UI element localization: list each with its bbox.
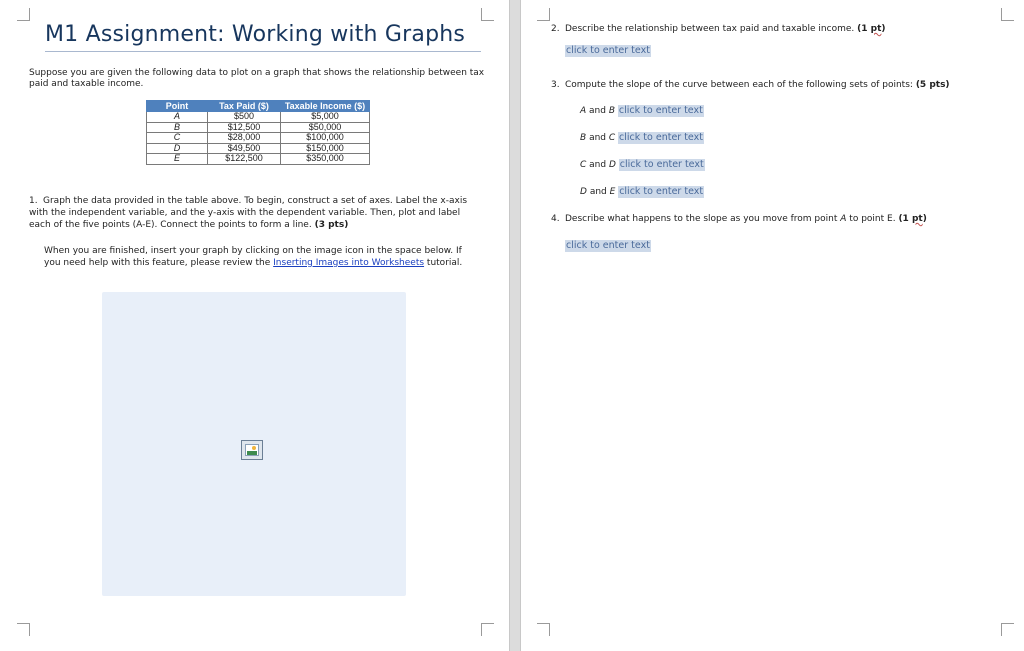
q2-answer-field[interactable]: click to enter text [566, 45, 650, 56]
slope-pair-a-b [580, 105, 704, 117]
points-close: ) [881, 24, 886, 34]
question-points: (3 pts) [314, 220, 349, 230]
intro-text: Suppose you are given the following data to plot on a graph that shows the relationship between tax paid and taxable income. [29, 68, 485, 89]
page-title: M1 Assignment: Working with Graphs [45, 22, 481, 52]
points-open: (1 [857, 24, 868, 34]
table-cell: $5,000 [281, 112, 370, 123]
question-4 [551, 213, 981, 225]
and-label: and [589, 106, 606, 116]
and-label: and [589, 187, 607, 197]
table-cell: $100,000 [281, 133, 370, 144]
table-header-point: Point [147, 101, 208, 112]
insert-instructions [44, 246, 474, 269]
slope-pair-c-d [580, 159, 705, 171]
point-label: A [580, 106, 587, 116]
table-cell: $50,000 [281, 122, 370, 133]
question-1 [29, 195, 479, 231]
image-placeholder-icon[interactable] [241, 440, 263, 460]
question-number: 1. [29, 196, 38, 206]
image-icon-sun [252, 446, 256, 450]
table-row [147, 112, 370, 123]
table-row [147, 143, 370, 154]
q4-answer-field[interactable]: click to enter text [566, 240, 650, 251]
point-label: E [609, 187, 616, 197]
point-label: B [608, 106, 616, 116]
question-number: 4. [551, 214, 560, 224]
table-cell: $28,000 [208, 133, 281, 144]
slope-pair-d-e [580, 186, 704, 198]
table-cell: $12,500 [208, 122, 281, 133]
instructions-tail: tutorial. [426, 257, 463, 268]
table-cell: D [147, 143, 208, 154]
page-right [521, 0, 1024, 651]
page-gap [509, 0, 521, 651]
point-label: A [840, 214, 847, 224]
crop-mark [17, 623, 30, 636]
point-label: D [608, 160, 616, 170]
table-cell: B [147, 122, 208, 133]
slope-answer-field[interactable]: click to enter text [619, 159, 704, 170]
point-label: B [580, 133, 587, 143]
data-table [146, 100, 370, 165]
question-text: Describe the relationship between tax paid and taxable income. [565, 24, 855, 34]
crop-mark [537, 8, 550, 21]
question-text: Compute the slope of the curve between each of the following sets of points: [565, 80, 913, 90]
table-header-tax-paid: Tax Paid ($) [208, 101, 281, 112]
crop-mark [481, 8, 494, 21]
question-2 [551, 23, 981, 35]
crop-mark [1001, 623, 1014, 636]
crop-mark [17, 8, 30, 21]
table-cell: $122,500 [208, 154, 281, 165]
and-label: and [589, 133, 606, 143]
question-text-tail: to point E. [849, 214, 896, 224]
table-cell: E [147, 154, 208, 165]
table-row [147, 133, 370, 144]
slope-answer-field[interactable]: click to enter text [619, 186, 704, 197]
question-text: Graph the data provided in the table above. To begin, construct a set of axes. Label the x-axis with the independent variable, and the y-axis with the dependent variable. Then, plot and label each of the five points (A-E). Connect the points to form a line. [29, 196, 468, 230]
tutorial-link[interactable]: Inserting Images into Worksheets [273, 257, 425, 268]
point-label: D [580, 187, 587, 197]
points-close: ) [922, 214, 927, 224]
points-open: (1 [898, 214, 909, 224]
table-cell: $350,000 [281, 154, 370, 165]
question-points: (5 pts) [915, 80, 950, 90]
slope-pair-b-c [580, 132, 704, 144]
crop-mark [481, 623, 494, 636]
question-3 [551, 79, 981, 91]
image-icon-hill [247, 451, 257, 455]
question-number: 2. [551, 24, 560, 34]
points-unit: pt [911, 214, 923, 224]
slope-answer-field[interactable]: click to enter text [619, 132, 703, 143]
instructions-text: When you are finished, insert your graph by clicking on the image icon in the space below. If you need help with this feature, please review the [44, 246, 462, 268]
table-cell: $500 [208, 112, 281, 123]
point-label: C [608, 133, 616, 143]
and-label: and [589, 160, 607, 170]
table-row [147, 154, 370, 165]
question-text: Describe what happens to the slope as you move from point [565, 214, 838, 224]
table-header-taxable-income: Taxable Income ($) [281, 101, 370, 112]
crop-mark [537, 623, 550, 636]
table-cell: $150,000 [281, 143, 370, 154]
table-row [147, 122, 370, 133]
points-unit: pt [870, 24, 882, 34]
crop-mark [1001, 8, 1014, 21]
table-cell: $49,500 [208, 143, 281, 154]
table-cell: C [147, 133, 208, 144]
table-cell: A [147, 112, 208, 123]
question-number: 3. [551, 80, 560, 90]
slope-answer-field[interactable]: click to enter text [618, 105, 703, 116]
point-label: C [580, 160, 587, 170]
